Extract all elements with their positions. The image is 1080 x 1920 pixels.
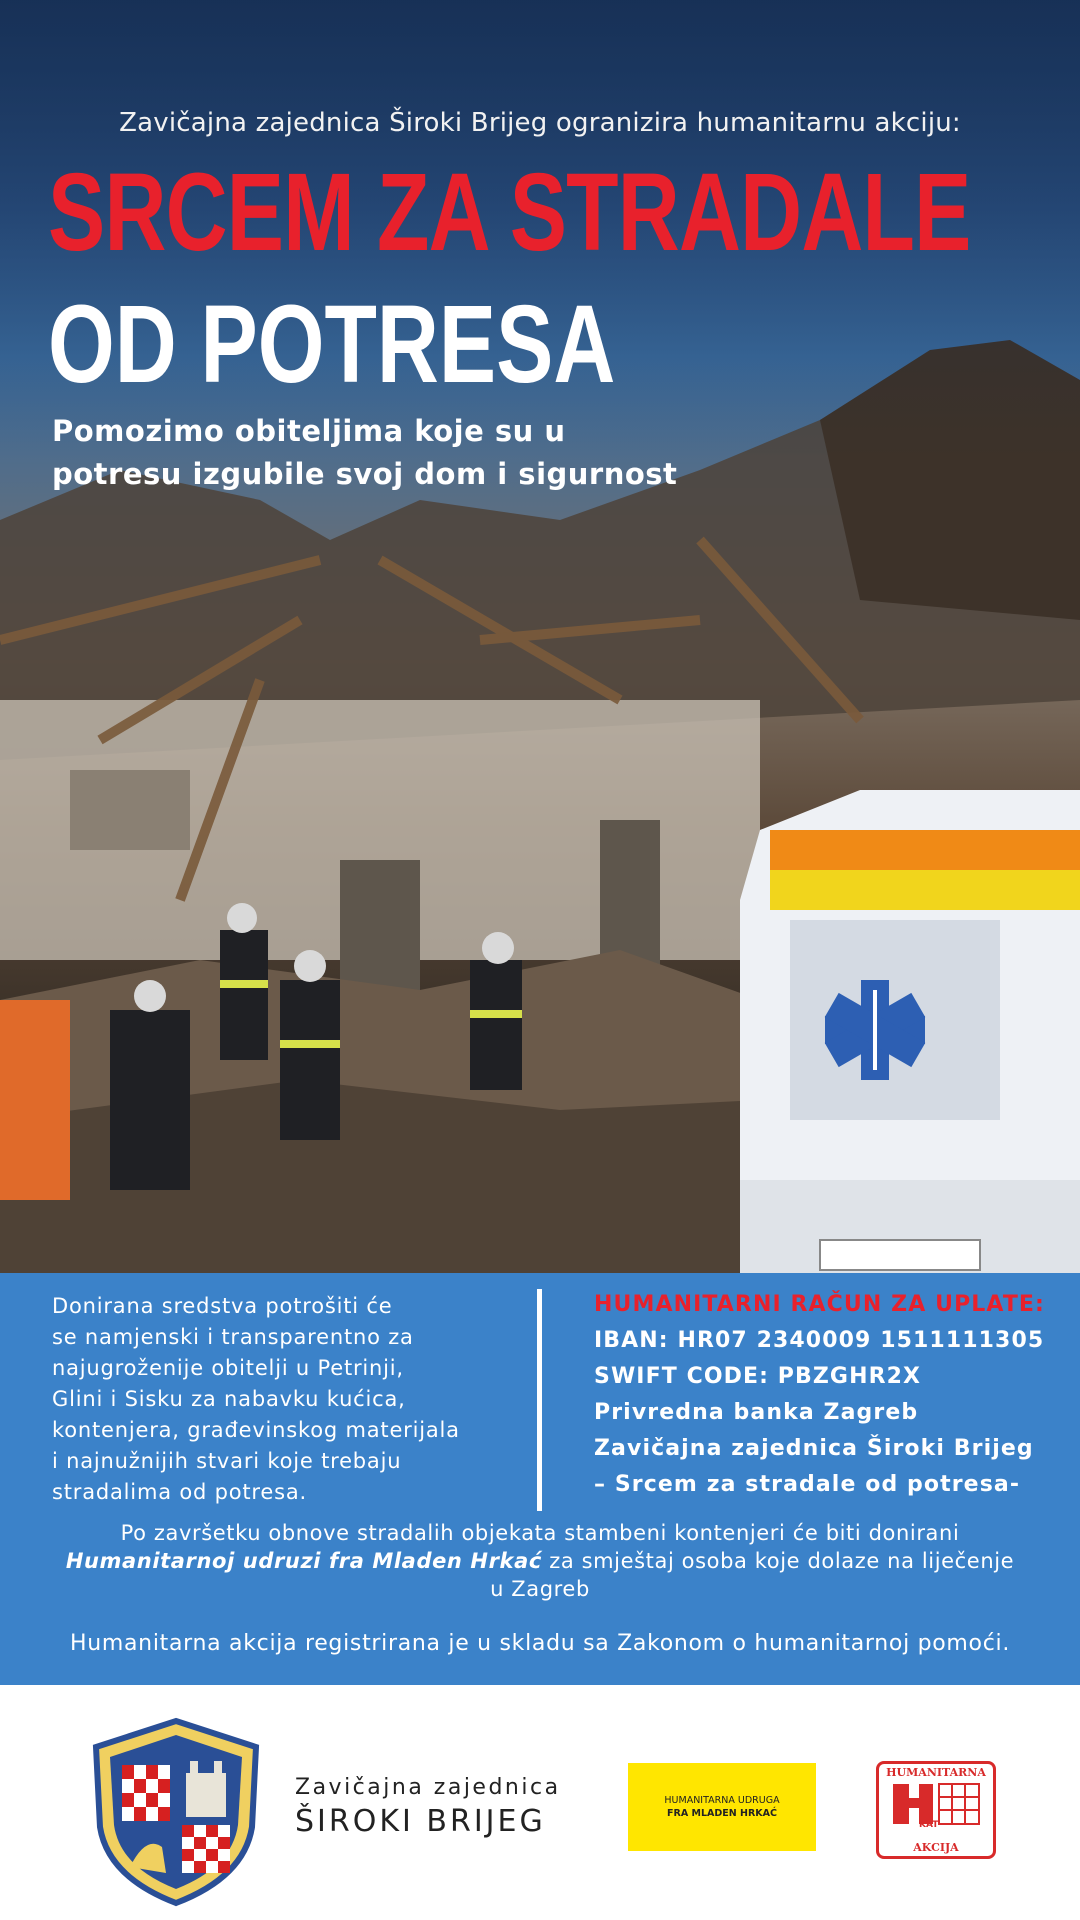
info-panel <box>0 1273 1080 1685</box>
donation-note <box>30 1519 1050 1603</box>
donation-description <box>52 1291 522 1508</box>
payment-purpose: – Srcem za stradale od potresa- <box>594 1472 1021 1497</box>
account-details <box>594 1287 1064 1503</box>
description-line: Glini i Sisku za nabavku kućica, <box>52 1387 406 1411</box>
org-name-line-2: ŠIROKI BRIJEG <box>295 1804 546 1839</box>
iban: IBAN: HR07 2340009 1511111305 <box>594 1328 1045 1353</box>
footer-logos <box>0 1685 1080 1920</box>
intro-text: Zavičajna zajednica Široki Brijeg ogranizira humanitarnu akciju: <box>119 108 961 138</box>
humanitarna-akcija-logo <box>876 1761 996 1859</box>
title-white: OD POTRESA <box>48 283 616 406</box>
siroki-brijeg-crest-icon <box>86 1717 266 1907</box>
org-name-line-1: Zavičajna zajednica <box>295 1775 561 1800</box>
note-line-3: u Zagreb <box>490 1577 590 1601</box>
note-line-2 <box>30 1547 1050 1575</box>
fra-mladen-hrkac-logo <box>628 1763 816 1851</box>
yellow-logo-line-1: HUMANITARNA UDRUGA <box>664 1795 780 1806</box>
vertical-divider <box>537 1289 542 1511</box>
note-after: za smještaj osoba koje dolaze na liječenje <box>541 1549 1015 1573</box>
bank-name: Privredna banka Zagreb <box>594 1400 919 1425</box>
description-line: kontenjera, građevinskog materijala <box>52 1418 460 1442</box>
subtitle <box>52 410 732 496</box>
yellow-logo-line-2: FRA MLADEN HRKAĆ <box>667 1808 777 1819</box>
note-line-1: Po završetku obnove stradalih objekata stambeni kontenjeri će biti donirani <box>120 1521 960 1545</box>
description-line: i najnužnijih stvari koje trebaju <box>52 1449 402 1473</box>
description-line: se namjenski i transparentno za <box>52 1325 414 1349</box>
title-red: SRCEM ZA STRADALE <box>48 151 971 274</box>
description-line: stradalima od potresa. <box>52 1480 307 1504</box>
note-org-name: Humanitarnoj udruzi fra Mladen Hrkać <box>65 1549 542 1573</box>
subtitle-line-2: potresu izgubile svoj dom i sigurnost <box>52 457 678 491</box>
legal-notice: Humanitarna akcija registrirana je u skladu sa Zakonom o humanitarnoj pomoći. <box>69 1631 1011 1656</box>
hka-top-text: HUMANITARNA <box>886 1766 986 1779</box>
subtitle-line-1: Pomozimo obiteljima koje su u <box>52 414 566 448</box>
account-title: HUMANITARNI RAČUN ZA UPLATE: <box>594 1292 1045 1317</box>
hka-bottom-text: AKCIJA <box>913 1841 959 1854</box>
swift-code: SWIFT CODE: PBZGHR2X <box>594 1364 922 1389</box>
description-line: Donirana sredstva potrošiti će <box>52 1294 393 1318</box>
description-line: najugroženije obitelji u Petrinji, <box>52 1356 404 1380</box>
hka-mid-text: KAT <box>919 1820 939 1830</box>
org-name <box>295 1775 561 1839</box>
recipient: Zavičajna zajednica Široki Brijeg <box>594 1436 1034 1461</box>
